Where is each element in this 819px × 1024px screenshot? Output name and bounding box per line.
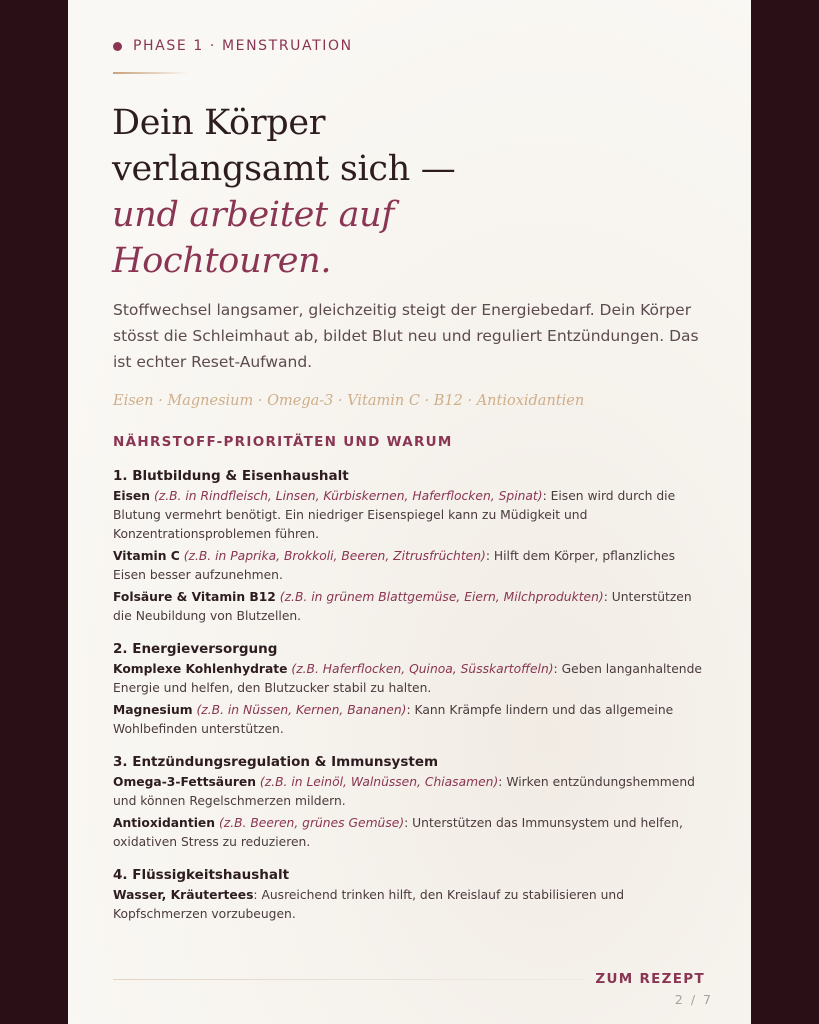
to-recipe-link[interactable]: ZUM REZEPT: [595, 971, 705, 987]
nutrient-description: : Ausreichend trinken hilft, den Kreislauf zu stabilisieren und Kopfschmerzen vorzubeugen.: [113, 888, 625, 921]
nutrient-name: Magnesium: [113, 703, 193, 717]
nutrient-examples: (z.B. Beeren, grünes Gemüse): [218, 816, 405, 830]
nutrient-item: [113, 814, 708, 852]
priority-group: [113, 639, 708, 739]
nutrient-examples: (z.B. in Leinöl, Walnüssen, Chiasamen): [259, 775, 499, 789]
nutrient-examples: (z.B. in Paprika, Brokkoli, Beeren, Zitrusfrüchten): [183, 549, 486, 563]
page-indicator: 2 / 7: [674, 992, 713, 1007]
nutrient-description: : Unterstützen das Immunsystem und helfen, oxidativen Stress zu reduzieren.: [113, 816, 683, 849]
nutrient-examples: (z.B. in Rindfleisch, Linsen, Kürbiskernen, Haferflocken, Spinat): [153, 489, 543, 503]
nutrient-item: [113, 773, 708, 811]
headline-line-1: Dein Körper: [112, 103, 326, 143]
priority-group: [113, 865, 708, 924]
nutrient-name: Antioxidantien: [113, 816, 216, 830]
group-title: 1. Blutbildung & Eisenhaushalt: [113, 468, 349, 484]
group-title: 4. Flüssigkeitshaushalt: [113, 867, 290, 883]
headline-accent-line-1: und arbeitet auf: [112, 195, 395, 235]
nutrient-item: [113, 547, 708, 585]
nutrient-name: Omega-3-Fettsäuren: [113, 775, 256, 789]
headline-accent-line-2: Hochtouren.: [112, 241, 332, 281]
group-title: 2. Energieversorgung: [113, 641, 278, 657]
nutrient-description: : Hilft dem Körper, pflanzliches Eisen besser aufzunehmen.: [113, 549, 676, 582]
section-title: NÄHRSTOFF-PRIORITÄTEN UND WARUM: [113, 434, 453, 450]
group-title: 3. Entzündungsregulation & Immunsystem: [113, 754, 439, 770]
nutrient-name: Komplexe Kohlenhydrate: [113, 662, 288, 676]
priority-group: [113, 466, 708, 626]
slide-page: [68, 0, 751, 1024]
eyebrow-divider: [113, 72, 189, 74]
headline: [112, 100, 455, 284]
nutrient-item: [113, 886, 708, 924]
nutrient-name: Wasser, Kräutertees: [113, 888, 254, 902]
headline-line-2: verlangsamt sich —: [112, 149, 456, 189]
nutrient-item: [113, 588, 708, 626]
priority-group: [113, 752, 708, 852]
phase-eyebrow: [113, 38, 353, 54]
nutrient-name: Vitamin C: [113, 549, 180, 563]
phase-dot-icon: [113, 42, 122, 51]
nutrient-item: [113, 701, 708, 739]
nutrient-examples: (z.B. in grünem Blattgemüse, Eiern, Milchprodukten): [279, 590, 604, 604]
intro-paragraph: Stoffwechsel langsamer, gleichzeitig steigt der Energiebedarf. Dein Körper stösst die Schleimhaut ab, bildet Blut neu und reguliert Entzündungen. Das ist echter Reset-Aufwand.: [113, 301, 699, 371]
nutrient-description: : Unterstützen die Neubildung von Blutzellen.: [113, 590, 692, 623]
nutrient-name: Folsäure & Vitamin B12: [113, 590, 276, 604]
footer-divider: [113, 979, 583, 980]
nutrient-examples: (z.B. Haferflocken, Quinoa, Süsskartoffeln): [291, 662, 554, 676]
nutrient-description: : Wirken entzündungshemmend und können Regelschmerzen mildern.: [113, 775, 695, 808]
phase-label: PHASE 1 · MENSTRUATION: [133, 38, 353, 54]
nutrient-description: : Kann Krämpfe lindern und das allgemeine Wohlbefinden unterstützen.: [113, 703, 674, 736]
nutrient-name: Eisen: [113, 489, 151, 503]
nutrient-item: [113, 487, 708, 544]
nutrient-item: [113, 660, 708, 698]
nutrient-description: : Geben langanhaltende Energie und helfen, den Blutzucker stabil zu halten.: [113, 662, 702, 695]
priority-groups: [113, 466, 708, 937]
nutrient-tags: Eisen · Magnesium · Omega-3 · Vitamin C · B12 · Antioxidantien: [113, 393, 585, 409]
nutrient-description: : Eisen wird durch die Blutung vermehrt benötigt. Ein niedriger Eisenspiegel kann zu Müdigkeit und Konzentrationsproblemen führen.: [113, 489, 676, 541]
nutrient-examples: (z.B. in Nüssen, Kernen, Bananen): [196, 703, 407, 717]
